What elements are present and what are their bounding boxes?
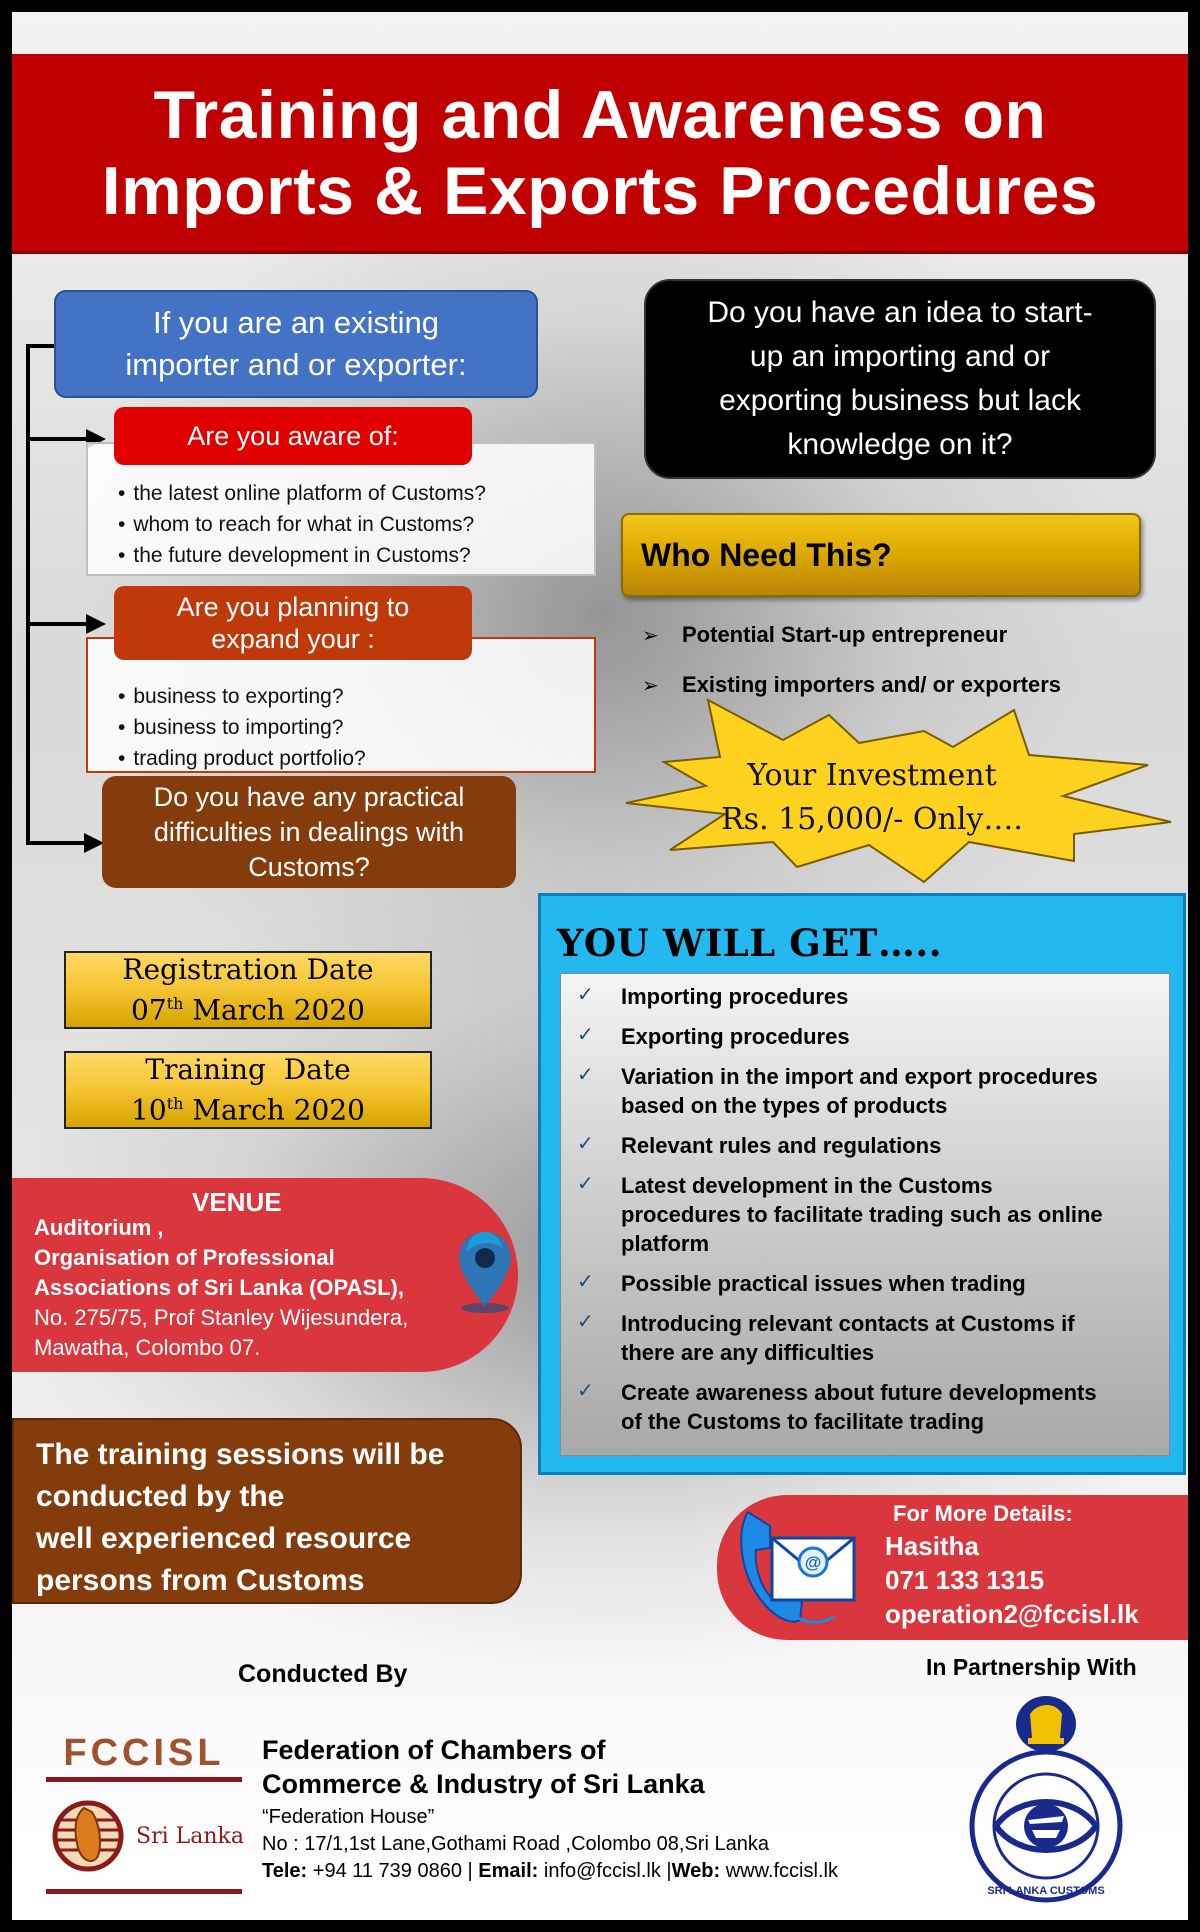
startup-idea-box — [644, 279, 1156, 479]
idea-line-4: knowledge on it? — [787, 428, 1013, 461]
trainers-box — [12, 1418, 522, 1604]
benefit-text: platform — [621, 1231, 709, 1256]
planning-item: • business to importing? — [118, 712, 594, 743]
benefit-item — [561, 1309, 1155, 1367]
benefit-text: Relevant rules and regulations — [621, 1133, 942, 1158]
arrow-icon — [86, 614, 106, 634]
check-icon: ✓ — [577, 1271, 594, 1293]
investment-line-1: Your Investment — [747, 758, 997, 793]
benefit-text: Variation in the import and export procedures — [621, 1064, 1098, 1089]
benefit-text: based on the types of products — [621, 1093, 948, 1118]
web-value[interactable]: www.fccisl.lk — [720, 1860, 838, 1882]
federation-name-line-2: Commerce & Industry of Sri Lanka — [262, 1769, 705, 1799]
trainers-line-4: persons from Customs — [36, 1564, 365, 1597]
who-need-this-banner — [621, 513, 1141, 597]
bracket-vertical-line — [26, 344, 30, 845]
planning-label — [114, 586, 472, 660]
planning-label-line-1: Are you planning to — [176, 592, 410, 622]
existing-importer-box — [54, 290, 538, 398]
who-item — [642, 622, 1007, 648]
planning-label-line-2: expand your : — [211, 624, 375, 654]
planning-item: • business to exporting? — [118, 681, 594, 712]
registration-day: 07 — [131, 993, 167, 1027]
venue-line-3: Associations of Sri Lanka (OPASL), — [34, 1275, 404, 1300]
benefit-item — [561, 1131, 1155, 1160]
check-icon: ✓ — [577, 1173, 594, 1195]
venue-heading: VENUE — [192, 1187, 282, 1217]
difficulty-line-1: Do you have any practical — [153, 781, 465, 812]
training-date — [66, 1087, 430, 1127]
venue-line-5: Mawatha, Colombo 07. — [34, 1335, 261, 1360]
investment-text — [652, 754, 1092, 842]
partnership-label: In Partnership With — [926, 1654, 1137, 1680]
title-banner — [12, 54, 1188, 254]
location-pin-icon — [455, 1230, 515, 1314]
contact-details — [885, 1499, 1139, 1631]
registration-date — [66, 987, 430, 1027]
check-icon: ✓ — [577, 1024, 594, 1046]
registration-date-box — [64, 951, 432, 1029]
check-icon: ✓ — [577, 1311, 594, 1333]
title-line-1: Training and Awareness on — [153, 76, 1047, 153]
fccisl-logo-text: FCCISL — [63, 1732, 225, 1774]
you-will-get-heading: YOU WILL GET….. — [557, 921, 943, 965]
you-will-get-list — [560, 973, 1170, 1456]
benefit-text: Latest development in the Customs — [621, 1173, 993, 1198]
fccisl-emblem — [44, 1732, 244, 1897]
benefit-text: Introducing relevant contacts at Customs if — [621, 1311, 1075, 1336]
trainers-line-3: well experienced resource — [36, 1522, 412, 1555]
aware-item: • the latest online platform of Customs? — [118, 478, 594, 509]
check-icon: ✓ — [577, 1133, 594, 1155]
bracket-line-planning — [26, 622, 88, 626]
difficulty-line-3: Customs? — [248, 851, 370, 882]
training-day-suffix: th — [166, 1093, 184, 1113]
bracket-top-line — [26, 344, 56, 348]
training-date-box — [64, 1051, 432, 1129]
aware-label — [114, 407, 472, 465]
planning-item: • trading product portfolio? — [118, 743, 594, 774]
registration-month-year: March 2020 — [192, 993, 365, 1027]
contact-phone[interactable]: 071 133 1315 — [885, 1565, 1045, 1595]
federation-house: “Federation House” — [262, 1806, 435, 1828]
benefit-text: Exporting procedures — [621, 1024, 850, 1049]
benefit-item — [561, 1022, 1155, 1051]
federation-name — [262, 1733, 705, 1801]
who-item-text: Potential Start-up entrepreneur — [682, 622, 1008, 647]
benefit-text: of the Customs to facilitate trading — [621, 1409, 985, 1434]
venue-line-2: Organisation of Professional — [34, 1245, 335, 1270]
check-icon: ✓ — [577, 1064, 594, 1086]
arrow-icon — [84, 833, 104, 853]
venue-address — [34, 1213, 464, 1363]
benefit-item — [561, 1062, 1155, 1120]
federation-contacts — [262, 1858, 838, 1885]
tele-label: Tele: — [262, 1860, 308, 1882]
benefit-text: Create awareness about future developments — [621, 1380, 1097, 1405]
benefit-item — [561, 1171, 1155, 1258]
difficulty-line-2: difficulties in dealings with — [153, 816, 465, 847]
check-icon: ✓ — [577, 1380, 594, 1402]
venue-line-4: No. 275/75, Prof Stanley Wijesundera, — [34, 1305, 409, 1330]
trainers-line-2: conducted by the — [36, 1480, 285, 1513]
email-label: Email: — [478, 1860, 539, 1882]
contact-email[interactable]: operation2@fccisl.lk — [885, 1599, 1139, 1629]
customs-logo-text: SRI LANKA CUSTOMS — [987, 1885, 1105, 1897]
existing-line-2: importer and or exporter: — [125, 347, 467, 382]
who-item-text: Existing importers and/ or exporters — [682, 672, 1061, 697]
idea-line-2: up an importing and or — [749, 340, 1051, 373]
tele-value[interactable]: +94 11 739 0860 | — [307, 1860, 479, 1882]
aware-item: • the future development in Customs? — [118, 540, 594, 571]
training-day: 10 — [131, 1093, 167, 1127]
aware-label-text: Are you aware of: — [187, 420, 399, 451]
trainers-line-1: The training sessions will be — [36, 1438, 445, 1471]
sri-lanka-customs-logo — [948, 1692, 1144, 1904]
bracket-line-aware — [26, 437, 88, 441]
benefit-item — [561, 1378, 1155, 1436]
contact-heading: For More Details: — [893, 1501, 1073, 1526]
investment-price: Rs. 15,000/- Only…. — [721, 802, 1023, 837]
federation-address: No : 17/1,1st Lane,Gothami Road ,Colombo 08,Sri Lanka — [262, 1833, 769, 1855]
benefit-text: there are any difficulties — [621, 1340, 875, 1365]
venue-line-1: Auditorium , — [34, 1215, 164, 1240]
check-icon: ✓ — [577, 984, 594, 1006]
contact-name: Hasitha — [885, 1531, 979, 1561]
benefit-text: procedures to facilitate trading such as online — [621, 1202, 1103, 1227]
svg-text:@: @ — [804, 1553, 822, 1572]
conducted-by-label: Conducted By — [238, 1660, 408, 1688]
federation-details — [262, 1804, 838, 1885]
arrow-bullet-icon: ➢ — [642, 675, 659, 697]
aware-item: • whom to reach for what in Customs? — [118, 509, 594, 540]
title-line-2: Imports & Exports Procedures — [101, 152, 1099, 229]
existing-line-1: If you are an existing — [152, 305, 440, 340]
web-label: Web: — [671, 1860, 721, 1882]
benefit-text: Importing procedures — [621, 984, 849, 1009]
bracket-line-difficulty — [26, 841, 86, 845]
registration-label: Registration Date — [122, 952, 374, 986]
email-value[interactable]: info@fccisl.lk | — [538, 1860, 672, 1882]
poster — [12, 12, 1188, 1920]
idea-line-1: Do you have an idea to start- — [707, 296, 1093, 329]
benefit-text: Possible practical issues when trading — [621, 1271, 1026, 1296]
arrow-bullet-icon: ➢ — [642, 625, 659, 647]
training-month-year: March 2020 — [192, 1093, 365, 1127]
federation-name-line-1: Federation of Chambers of — [262, 1735, 606, 1765]
fccisl-logo — [44, 1732, 244, 1897]
who-heading: Who Need This? — [641, 537, 892, 573]
benefit-item — [561, 1269, 1155, 1298]
idea-line-3: exporting business but lack — [719, 384, 1081, 417]
benefit-item — [561, 982, 1155, 1011]
registration-day-suffix: th — [166, 993, 184, 1013]
training-label: Training Date — [145, 1052, 351, 1086]
phone-email-icon — [730, 1500, 864, 1630]
fccisl-logo-country: Sri Lanka — [136, 1824, 244, 1849]
difficulty-box — [102, 776, 516, 888]
